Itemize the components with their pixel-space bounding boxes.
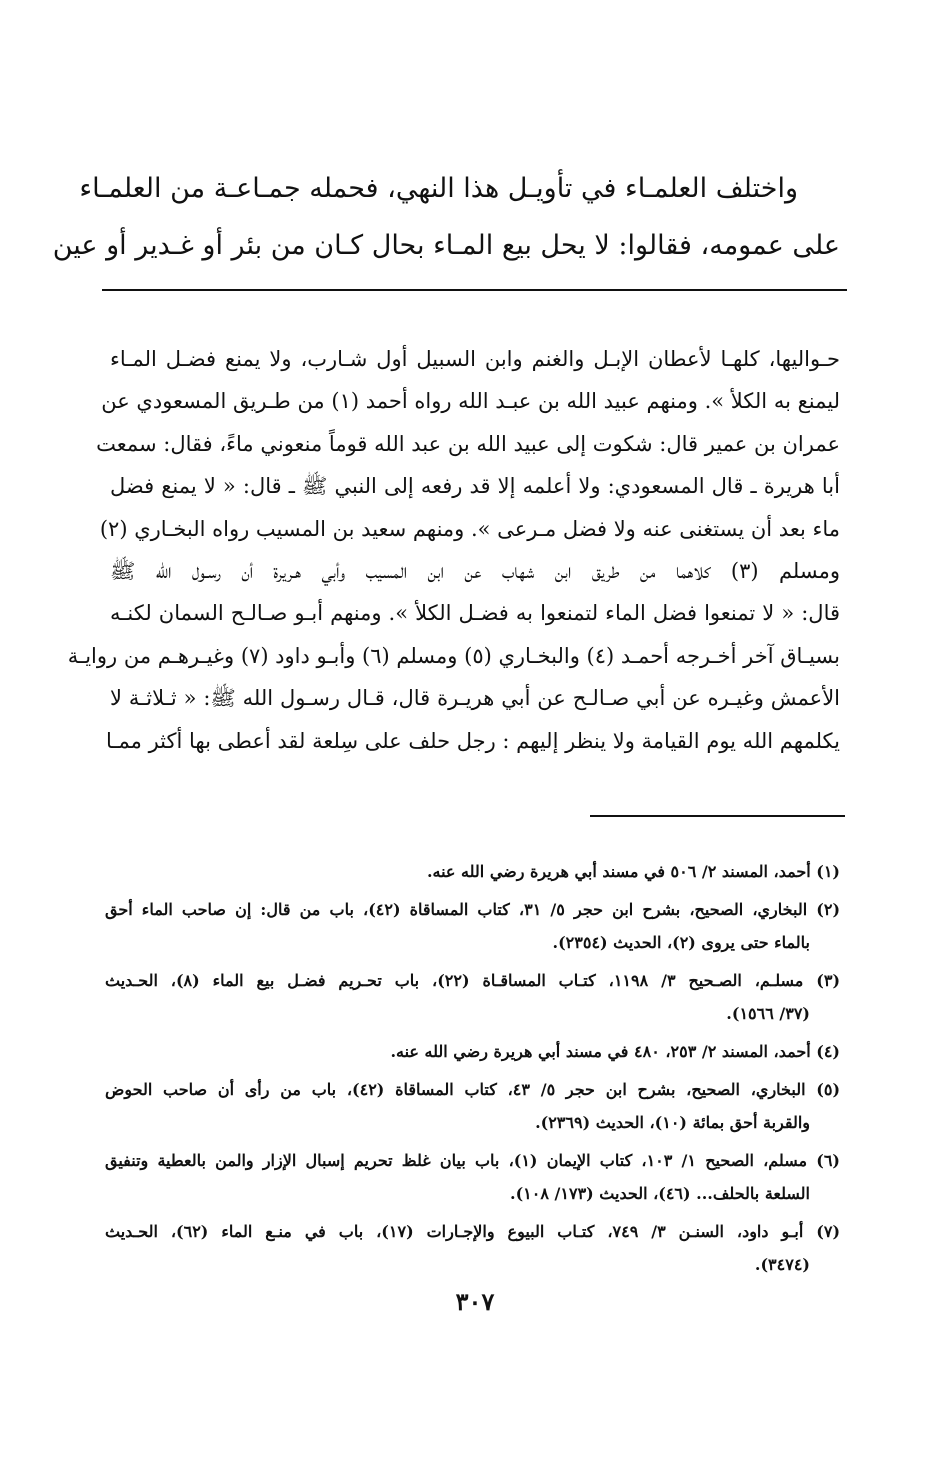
main-text-line: ليمنع به الكلأ ». ومنهم عبيد الله بن عبـد الله رواه أحمد (١) من طـريق المسعودي عن [101, 389, 840, 414]
footnote-2 [105, 893, 840, 959]
footnote-line: بالماء حتى يروى (٢)، الحديث (٢٣٥٤). [552, 933, 810, 952]
footnote-3 [105, 964, 840, 1030]
main-text-line: يكلمهم الله يوم القيامة ولا ينظر إليهم : رجل حلف على سِلعة لقد أعطى بها أكثر ممـا [105, 728, 840, 753]
main-text-line: أبا هريرة ـ قال المسعودي: ولا أعلمه إلا قد رفعه إلى النبي ﷺ ـ قال: « لا يمنع فضل [110, 474, 840, 499]
footnote-line: (٣) مسلـم، الصـحيح ٣/ ١١٩٨، كتـاب المساقـاة (٢٢)، باب تحـريم فضـل بيع الماء (٨)، الحـديث [105, 971, 841, 990]
footnote-line: (٧) أبـو داود، السنـن ٣/ ٧٤٩، كتـاب البيوع والإجـارات (١٧)، باب في منـع الماء (٦٢)، الحـديث [105, 1222, 841, 1241]
footnote-5 [105, 1073, 840, 1139]
footnote-line: والقربة أحق بمائة (١٠)، الحديث (٢٣٦٩). [535, 1113, 810, 1132]
main-text-line: عمران بن عمير قال: شكوت إلى عبيد الله بن عبد الله قوماً منعوني ماءً، فقال: سمعت [96, 431, 840, 456]
footnote-4 [105, 1035, 840, 1068]
footnote-line: (٢) البخاري، الصحيح، بشرح ابن حجر ٥/ ٣١، كتاب المساقاة (٤٢)، باب من قال: إن صاحب الماء أحق [105, 900, 841, 919]
main-text [67, 338, 841, 762]
footnotes [105, 855, 840, 1286]
footnote-line: (٦) مسلم، الصحيح ١/ ١٠٣، كتاب الإيمان (١)، باب بيان غلظ تحريم إسبال الإزار والمن بالعطية وتنفيق [105, 1151, 840, 1170]
main-text-line: ومسلم (٣) كلاهما من طريق ابن شهاب عن ابن المسيب وأبي هـريرة أن رسـول الله ﷺ [110, 559, 841, 584]
section-divider [102, 289, 847, 291]
footnote-line: (٣٤٧٤). [754, 1255, 810, 1274]
top-passage-line: على عمومه، فقالوا: لا يحل بيع المـاء بحال كـان من بئر أو غـدير أو عين [52, 230, 840, 261]
footnote-line: (٤) أحمد، المسند ٢/ ٢٥٣، ٤٨٠ في مسند أبي هريرة رضي الله عنه. [390, 1042, 840, 1061]
footnote-6 [105, 1144, 840, 1210]
footnote-line: (١) أحمد، المسند ٢/ ٥٠٦ في مسند أبي هريرة رضي الله عنه. [426, 862, 840, 881]
main-text-line: ماء بعد أن يستغنى عنه ولا فضل مـرعى ». ومنهم سعيد بن المسيب رواه البخـاري (٢) [99, 516, 840, 541]
footnote-line: (٣٧/ ١٥٦٦). [726, 1004, 810, 1023]
main-text-line: قال: « لا تمنعوا فضل الماء لتمنعوا به فضـل الكلأ ». ومنهم أبـو صـالـح السمان لكنـه [110, 601, 840, 626]
main-text-line: الأعمش وغيـره عن أبي صـالـح عن أبي هريـرة قال، قـال رسـول الله ﷺ: « ثـلاثـة لا [110, 686, 840, 711]
main-text-line: بسيـاق آخر أخـرجه أحمـد (٤) والبخـاري (٥) ومسلم (٦) وأبـو داود (٧) وغيـرهـم من روايـة [67, 643, 840, 668]
main-text-line: حـواليها، كلهـا لأعطان الإبـل والغنم وابن السبيل أول شـارب، ولا يمنع فضـل المـاء [110, 347, 840, 371]
top-passage-line: واختلف العلمـاء في تأويـل هذا النهي، فحمله جمـاعـة من العلمـاء [79, 173, 798, 204]
page-number: ٣٠٧ [455, 1287, 495, 1316]
footnote-line: (٥) البخاري، الصحيح، بشرح ابن حجر ٥/ ٤٣، كتاب المساقاة (٤٢)، باب من رأى أن صاحب الحوض [105, 1080, 841, 1099]
footnote-line: السلعة بالحلف... (٤٦)، الحديث (١٧٣/ ١٠٨). [510, 1184, 810, 1203]
footnote-7 [105, 1215, 840, 1281]
footnote-1 [105, 855, 840, 888]
top-passage [52, 160, 840, 274]
footnote-divider [590, 815, 845, 817]
